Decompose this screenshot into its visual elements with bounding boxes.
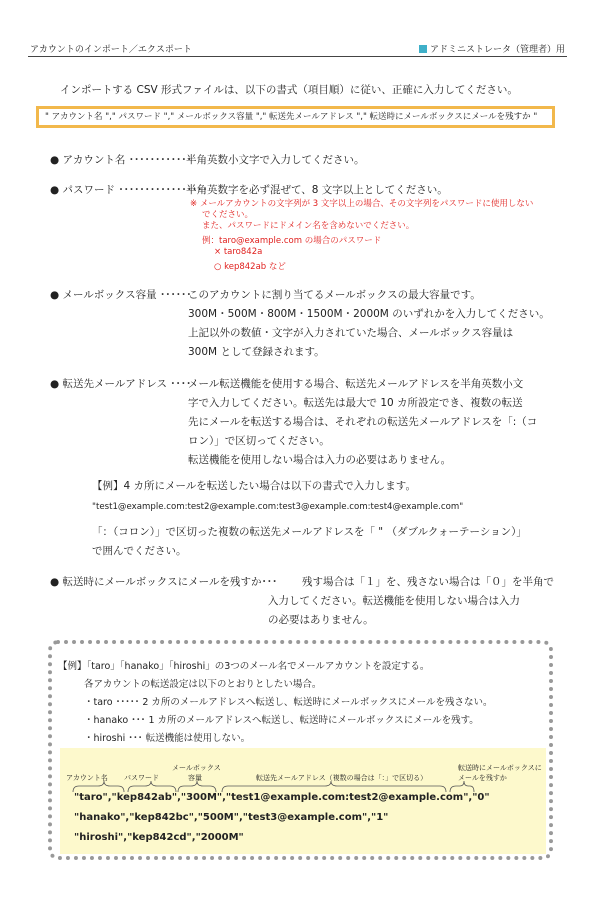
forward-example-value: "test1@example.com:test2@example.com:test3@example.com:test4@example.com" bbox=[92, 502, 464, 512]
csv-row-taro: "taro","kep842ab","300M","test1@example.com:test2@example.com","0" bbox=[74, 792, 490, 803]
col-head-forward: 転送先メールアドレス（複数の場合は「：」で区切る） bbox=[256, 774, 428, 782]
capacity-line-4: 300M として登録されます。 bbox=[188, 346, 325, 358]
item-password-desc: 半角英数字を必ず混ぜて、8 文字以上としてください。 bbox=[186, 184, 448, 196]
item-forward-label: ● 転送先メールアドレス ････ bbox=[50, 378, 192, 390]
capacity-line-2: 300M・500M・800M・1500M・2000M のいずれかを入力してください。 bbox=[188, 308, 550, 320]
forward-line-5: 転送機能を使用しない場合は入力の必要はありません。 bbox=[188, 454, 452, 466]
item-account-label: ● アカウント名 ････････････ bbox=[50, 154, 192, 166]
col-head-capacity-2: 容量 bbox=[188, 774, 202, 782]
item-capacity-label: ● メールボックス容量 ･･････ bbox=[50, 289, 192, 301]
example-line-2: 各アカウントの転送設定は以下のとおりとしたい場合。 bbox=[84, 679, 322, 690]
forward-note-1: 「：（コロン）」で区切った複数の転送先メールアドレスを「 " （ダブルクォーテーション）」 bbox=[92, 526, 527, 538]
keep-line-3: の必要はありません。 bbox=[268, 614, 374, 626]
example-line-5: ・hiroshi ･･･ 転送機能は使用しない。 bbox=[84, 733, 251, 744]
password-note-1: ※ メールアカウントの文字列が 3 文字以上の場合、その文字列をパスワードに使用しない bbox=[190, 199, 534, 209]
forward-line-4: ロン）」で区切ってください。 bbox=[188, 435, 330, 447]
capacity-line-1: このアカウントに割り当てるメールボックスの最大容量です。 bbox=[188, 289, 481, 301]
header-audience-label: アドミニストレータ（管理者）用 bbox=[429, 45, 565, 55]
keep-line-2: 入力してください。転送機能を使用しない場合は入力 bbox=[268, 595, 520, 607]
col-head-keep-1: 転送時にメールボックスに bbox=[458, 764, 542, 772]
password-example-bad: × taro842a bbox=[214, 247, 263, 257]
csv-row-hiroshi: "hiroshi","kep842cd","2000M" bbox=[74, 832, 244, 843]
password-note-3: また、パスワードにドメイン名を含めないでください。 bbox=[202, 221, 415, 231]
header-title: アカウントのインポート／エクスポート bbox=[30, 45, 192, 55]
brace-forward bbox=[222, 781, 446, 792]
password-example-good: ○ kep842ab など bbox=[214, 262, 286, 272]
csv-format-line: " アカウント名 "," パスワード "," メールボックス容量 "," 転送先メールアドレス "," 転送時にメールボックスにメールを残すか " bbox=[45, 112, 538, 122]
brace-password bbox=[128, 781, 176, 792]
col-head-password: パスワード bbox=[124, 774, 159, 782]
forward-line-2: 字で入力してください。転送先は最大で 10 カ所設定でき、複数の転送 bbox=[188, 397, 523, 409]
example-line-1: 【例】「taro」「hanako」「hiroshi」の3つのメール名でメールアカウントを設定する。 bbox=[58, 661, 430, 672]
keep-line-1: 残す場合は「１」を、残さない場合は「０」を半角で bbox=[302, 576, 554, 588]
example-line-4: ・hanako ･･･ 1 カ所のメールアドレスへ転送し、転送時にメールボックスにメールを残す。 bbox=[84, 715, 479, 726]
brace-capacity bbox=[178, 781, 216, 792]
forward-line-1: メール転送機能を使用する場合、転送先メールアドレスを半角英数小文 bbox=[188, 378, 524, 390]
col-head-capacity-1: メールボックス bbox=[172, 764, 221, 772]
password-note-2: でください。 bbox=[202, 210, 254, 220]
item-password-label: ● パスワード ･････････････････ bbox=[50, 184, 208, 196]
forward-example-title: 【例】4 カ所にメールを転送したい場合は以下の書式で入力します。 bbox=[92, 480, 416, 492]
password-example-title: 例：taro@example.com の場合のパスワード bbox=[202, 236, 382, 246]
item-keep-label: ● 転送時にメールボックスにメールを残すか･･･ bbox=[50, 576, 278, 588]
col-head-account: アカウント名 bbox=[66, 774, 108, 782]
csv-row-hanako: "hanako","kep842bc","500M","test3@example.com","1" bbox=[74, 812, 389, 823]
intro-text: インポートする CSV 形式ファイルは、以下の書式（項目順）に従い、正確に入力してください。 bbox=[60, 84, 518, 96]
item-account-desc: 半角英数小文字で入力してください。 bbox=[186, 154, 365, 166]
brace-keep bbox=[450, 781, 474, 792]
brace-account bbox=[73, 781, 124, 792]
capacity-line-3: 上記以外の数値・文字が入力されていた場合、メールボックス容量は bbox=[188, 327, 514, 339]
forward-note-2: で囲んでください。 bbox=[92, 545, 187, 557]
col-head-keep-2: メールを残すか bbox=[458, 774, 507, 782]
forward-line-3: 先にメールを転送する場合は、それぞれの転送先メールアドレスを「:（コ bbox=[188, 416, 538, 428]
example-line-3: ・taro ･････ 2 カ所のメールアドレスへ転送し、転送時にメールボックスにメールを残さない。 bbox=[84, 697, 493, 708]
